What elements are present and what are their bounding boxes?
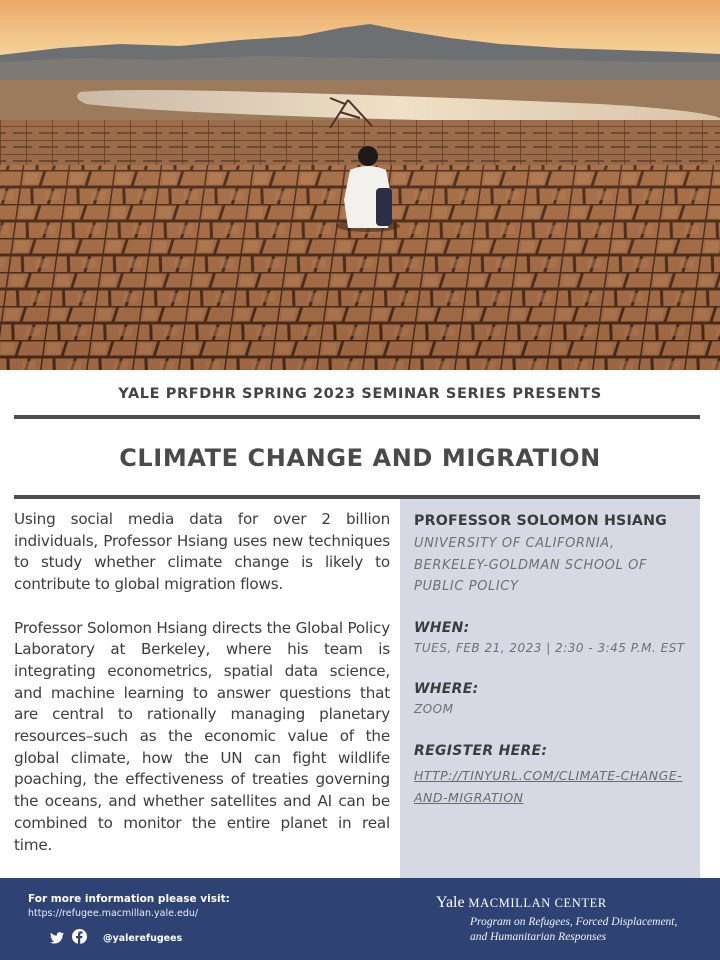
description-paragraph-1: Using social media data for over 2 billion individuals, Professor Hsiang uses new techniques to study whether climate change is likely to contribute to global migration flows. [14, 510, 390, 594]
program-line-2: and Humanitarian Responses [470, 931, 607, 943]
program-line-1: Program on Refugees, Forced Displacement, [470, 916, 678, 928]
speaker-name: PROFESSOR SOLOMON HSIANG [414, 513, 668, 529]
when-label: WHEN: [414, 619, 470, 636]
series-heading: YALE PRFDHR SPRING 2023 SEMINAR SERIES PRESENTS [118, 386, 602, 402]
divider-top [14, 415, 700, 419]
facebook-icon[interactable] [72, 929, 87, 948]
speaker-affiliation: UNIVERSITY OF CALIFORNIA, BERKELEY-GOLDMAN SCHOOL OF PUBLIC POLICY [414, 536, 647, 594]
footer-info-label: For more information please visit: [28, 893, 230, 905]
social-handle[interactable]: @yalerefugees [103, 933, 183, 944]
where-value: ZOOM [414, 701, 454, 716]
drought-photo [0, 0, 720, 370]
program-name [470, 915, 677, 945]
footer [0, 878, 720, 960]
event-info-panel [400, 499, 700, 879]
brand-center: MACMILLAN CENTER [468, 896, 607, 910]
register-label: REGISTER HERE: [414, 742, 548, 759]
social-links [50, 929, 182, 948]
register-link[interactable]: HTTP://TINYURL.COM/CLIMATE-CHANGE-AND-MIGRATION [414, 767, 683, 805]
macmillan-center-logo [436, 894, 607, 912]
page-title: CLIMATE CHANGE AND MIGRATION [119, 444, 601, 472]
when-value: TUES, FEB 21, 2023 | 2:30 - 3:45 P.M. EST [414, 640, 685, 655]
footer-url[interactable]: https://refugee.macmillan.yale.edu/ [28, 908, 199, 919]
where-label: WHERE: [414, 680, 479, 697]
twitter-icon[interactable] [50, 929, 64, 948]
description-paragraph-2: Professor Solomon Hsiang directs the Global Policy Laboratory at Berkeley, where his team is integrating econometrics, spatial data science, and machine learning to answer questions that are central to rationally managing planetary resources–such as the economic value of the global climate, how the UN can fight wildlife poaching, the effectiveness of treaties governing the oceans, and whether satellites and AI can be combined to monitor the entire planet in real time. [14, 618, 390, 854]
hero-photo [0, 0, 720, 370]
brand-yale: Yale [436, 894, 465, 911]
event-description [14, 509, 390, 856]
